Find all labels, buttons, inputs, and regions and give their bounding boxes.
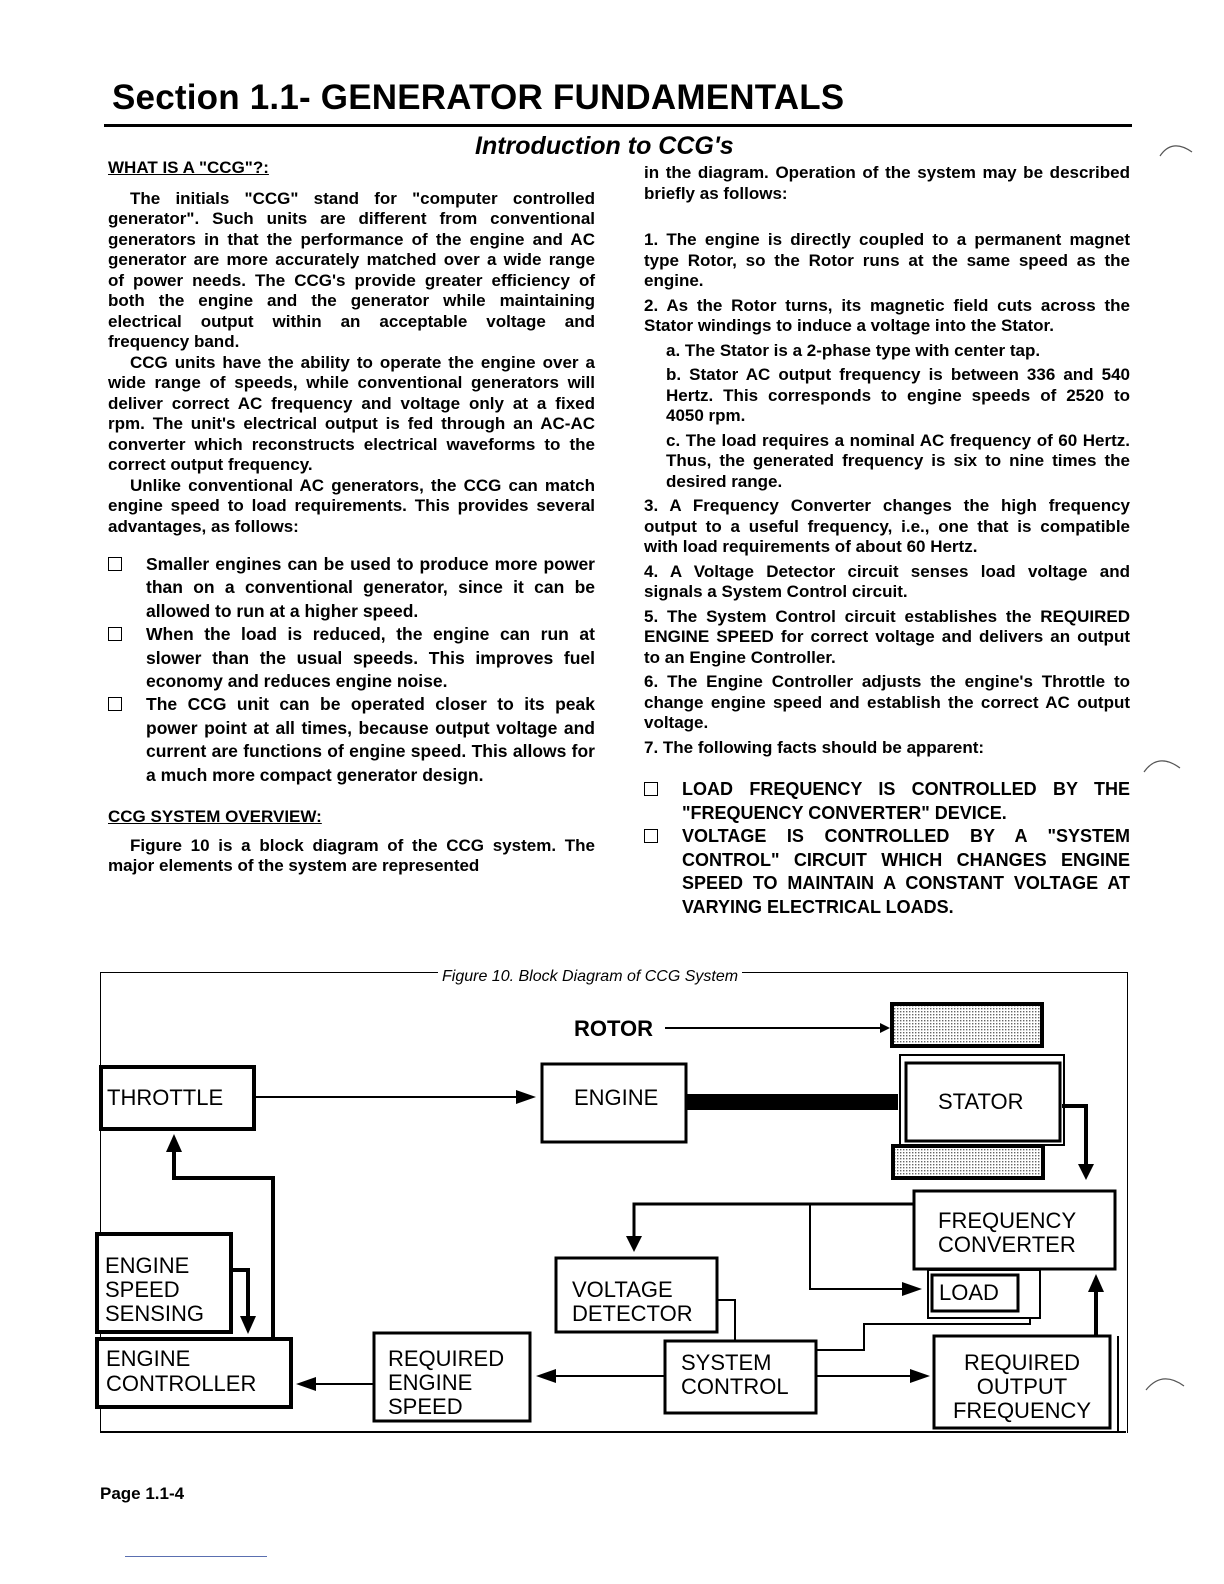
throttle-arrowhead bbox=[516, 1090, 536, 1104]
bottom-rule bbox=[125, 1556, 267, 1557]
label-system-control-2: CONTROL bbox=[681, 1374, 789, 1399]
throttle-up-arrowhead bbox=[166, 1134, 182, 1152]
label-frequency-converter-2: CONVERTER bbox=[938, 1232, 1076, 1257]
converter-load-line bbox=[810, 1204, 910, 1289]
step-item: 2. As the Rotor turns, its magnetic field cuts across the Stator windings to induce a voltage into the Stator. bbox=[644, 295, 1130, 335]
system-output-arrowhead bbox=[910, 1369, 930, 1383]
label-required-engine-speed-1: REQUIRED bbox=[388, 1346, 505, 1371]
label-stator: STATOR bbox=[938, 1089, 1024, 1114]
speed-controller-arrowhead bbox=[296, 1377, 316, 1391]
label-required-output-frequency-2: OUTPUT bbox=[976, 1374, 1068, 1399]
sub-step-item: c. The load requires a nominal AC frequency of 60 Hertz. Thus, the generated frequency is six to nine times the desired range. bbox=[666, 430, 1130, 491]
section-title: Section 1.1- GENERATOR FUNDAMENTALS bbox=[112, 78, 845, 117]
label-voltage-detector-2: DETECTOR bbox=[572, 1301, 693, 1326]
detector-system-line bbox=[717, 1300, 735, 1340]
step-item: 6. The Engine Controller adjusts the engine's Throttle to change engine speed and establish the correct AC output voltage. bbox=[644, 672, 1130, 732]
step-item: 1. The engine is directly coupled to a permanent magnet type Rotor, so the Rotor runs at the same speed as the engine. bbox=[644, 230, 1130, 290]
converter-voltage-line bbox=[634, 1204, 914, 1240]
paragraph: Unlike conventional AC generators, the CCG can match engine speed to load requirements. This provides several advantages, as follows: bbox=[108, 475, 595, 536]
sensing-controller-line bbox=[231, 1270, 248, 1318]
label-system-control-1: SYSTEM bbox=[681, 1350, 772, 1375]
sub-step-item: a. The Stator is a 2-phase type with center tap. bbox=[666, 340, 1041, 360]
label-required-output-frequency-1: REQUIRED bbox=[963, 1350, 1081, 1375]
label-engine-controller-2: CONTROLLER bbox=[106, 1371, 257, 1396]
label-engine-controller-1: ENGINE bbox=[106, 1346, 191, 1371]
voltage-detector-arrowhead bbox=[626, 1236, 642, 1252]
margin-arc-mark bbox=[1142, 754, 1186, 776]
label-required-engine-speed-3: SPEED bbox=[388, 1394, 463, 1419]
system-speed-arrowhead bbox=[536, 1369, 556, 1383]
label-required-engine-speed-2: ENGINE bbox=[388, 1370, 473, 1395]
label-load: LOAD bbox=[939, 1280, 999, 1305]
load-arrowhead bbox=[902, 1282, 922, 1296]
stator-output-line bbox=[1062, 1106, 1086, 1168]
paragraph: CCG units have the ability to operate the engine over a wide range of speeds, while conventional generators will deliver correct AC frequency and voltage only at a fixed rpm. The unit's electrical output is fed through an AC-AC converter which reconstructs electrical waveforms to the correct output frequency. bbox=[108, 352, 595, 474]
label-engine-speed-sensing-3: SENSING bbox=[105, 1301, 205, 1326]
sub-step-item: b. Stator AC output frequency is between 336 and 540 Hertz. This corresponds to engine speeds of 2520 to 4050 rpm. bbox=[666, 365, 1130, 425]
sensing-controller-arrowhead bbox=[240, 1316, 256, 1334]
margin-arc-mark bbox=[1144, 1372, 1188, 1394]
label-voltage-detector-1: VOLTAGE bbox=[572, 1277, 673, 1302]
list-item-text: VOLTAGE IS CONTROLLED BY A "SYSTEM CONTROL" CIRCUIT WHICH CHANGES ENGINE SPEED TO MAINTAIN A CONSTANT VOLTAGE AT VARYING ELECTRICAL LOADS. bbox=[682, 826, 1130, 917]
paragraph: in the diagram. Operation of the system may be described briefly as follows: bbox=[644, 163, 1130, 203]
rotor-bottom-bar bbox=[893, 1146, 1043, 1178]
paragraph: Figure 10 is a block diagram of the CCG system. The major elements of the system are represented bbox=[108, 835, 595, 876]
label-engine: ENGINE bbox=[574, 1085, 659, 1110]
paragraph: The initials "CCG" stand for "computer controlled generator". Such units are different from conventional generators in that the performance of the engine and AC generator are more accurately matched over a wide range of power needs. The CCG's provide greater efficiency of both the engine and the generator while maintaining electrical output within an acceptable voltage and frequency band. bbox=[108, 188, 595, 351]
step-item: 4. A Voltage Detector circuit senses load voltage and signals a System Control circuit. bbox=[644, 561, 1130, 601]
list-item-text: The CCG unit can be operated closer to its peak power point at all times, because output voltage and current are functions of engine speed. This allows for a much more compact generator design. bbox=[146, 694, 595, 785]
label-engine-speed-sensing-1: ENGINE bbox=[105, 1253, 190, 1278]
list-item-text: LOAD FREQUENCY IS CONTROLLED BY THE "FREQUENCY CONVERTER" DEVICE. bbox=[682, 779, 1130, 823]
label-throttle: THROTTLE bbox=[107, 1085, 224, 1110]
margin-arc-mark bbox=[1158, 140, 1198, 160]
heading-system-overview: CCG SYSTEM OVERVIEW: bbox=[108, 807, 322, 827]
engine-shaft bbox=[686, 1094, 898, 1110]
output-frequency-up-arrowhead bbox=[1088, 1274, 1104, 1292]
rotor-top-bar bbox=[892, 1004, 1042, 1046]
label-required-output-frequency-3: FREQUENCY bbox=[952, 1398, 1092, 1423]
intro-title: Introduction to CCG's bbox=[475, 132, 734, 160]
label-engine-speed-sensing-2: SPEED bbox=[105, 1277, 180, 1302]
heading-what-is-ccg: WHAT IS A "CCG"?: bbox=[108, 158, 269, 177]
step-item: 5. The System Control circuit establishes the REQUIRED ENGINE SPEED for correct voltage and delivers an output to an Engine Controller. bbox=[644, 606, 1130, 667]
label-rotor: ROTOR bbox=[574, 1016, 654, 1041]
step-item: 3. A Frequency Converter changes the high frequency output to a useful frequency, i.e., one that is compatible with load requirements of about 60 Hertz. bbox=[644, 496, 1130, 556]
step-item: 7. The following facts should be apparent: bbox=[644, 737, 985, 757]
list-item-text: Smaller engines can be used to produce more power than on a conventional generator, since it can be allowed to run at a higher speed. bbox=[146, 554, 595, 621]
stator-output-arrowhead bbox=[1078, 1164, 1094, 1180]
page-number: Page 1.1-4 bbox=[100, 1484, 185, 1503]
label-frequency-converter-1: FREQUENCY bbox=[938, 1208, 1077, 1233]
list-item-text: When the load is reduced, the engine can run at slower than the usual speeds. This improves fuel economy and reduces engine noise. bbox=[146, 624, 595, 692]
figure-caption: Figure 10. Block Diagram of CCG System bbox=[438, 968, 742, 986]
rotor-arrowhead bbox=[880, 1023, 890, 1033]
